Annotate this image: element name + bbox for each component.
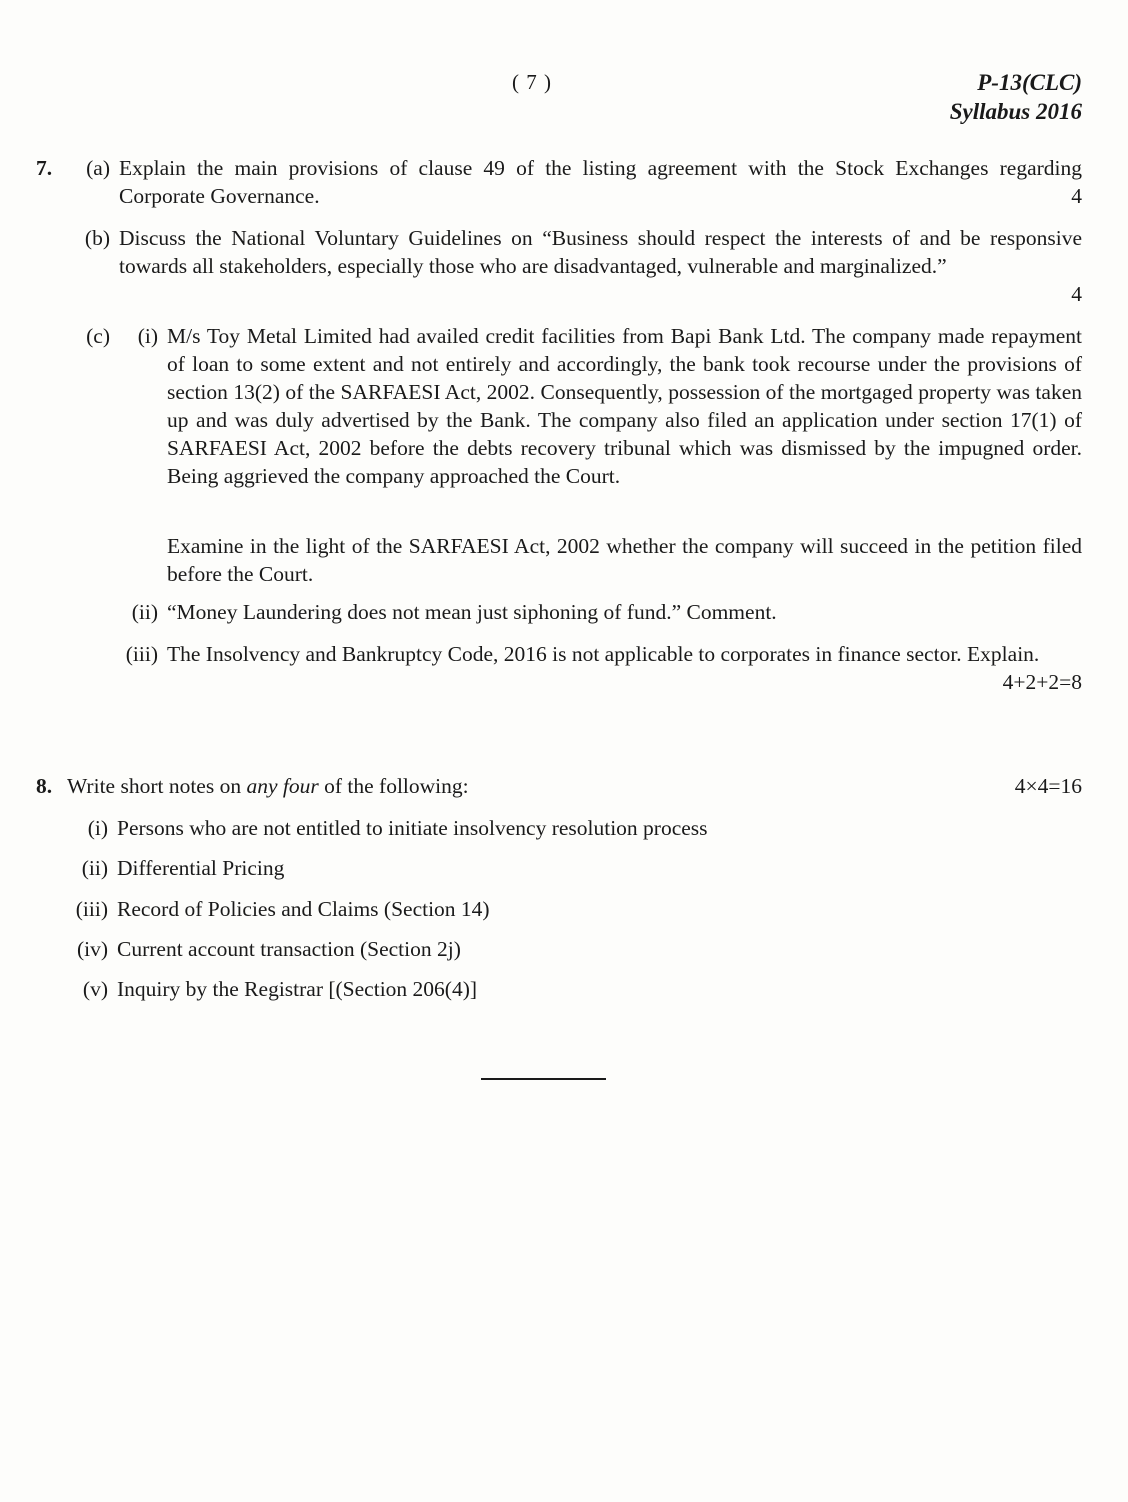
page-number: ( 7 ) [512,70,552,94]
marks: 4×4=16 [1014,774,1082,798]
marks: 4 [1071,184,1082,208]
sub-question-label: (b) [84,226,110,250]
sub-question-text: Discuss the National Voluntary Guidelines on “Business should respect the interests of and be responsive towards all stakeholders, especially those who are disadvantaged, vulnerable and marginalized.” [119,226,1082,278]
list-item: Record of Policies and Claims (Section 14) [117,897,490,921]
sub-question-label: (c) [86,324,110,348]
paper-code-block [950,68,1082,126]
list-item-label: (iv) [76,937,108,961]
question-number: 8. [36,774,53,798]
intro-emphasis: any four [246,774,319,798]
list-item: Current account transaction (Section 2j) [117,937,461,961]
list-item: Inquiry by the Registrar [(Section 206(4)] [117,977,478,1001]
syllabus-year: Syllabus 2016 [949,99,1082,124]
marks: 4+2+2=8 [1002,670,1082,694]
intro-text: of the following: [318,774,469,798]
end-rule [481,1078,606,1080]
question-intro [67,772,767,800]
list-item-label: (v) [82,977,108,1001]
question-number: 7. [36,156,53,180]
list-item-label: (ii) [81,856,108,880]
paper-code: P-13(CLC) [977,70,1082,95]
marks: 4 [1071,282,1082,306]
intro-text: Write short notes on [67,774,247,798]
part-text-continued: Examine in the light of the SARFAESI Act, 2002 whether the company will succeed in the petition filed before the Court. [167,534,1082,586]
part-text: “Money Laundering does not mean just siphoning of fund.” Comment. [167,600,777,624]
part-label: (i) [137,324,158,348]
sub-question-text: Explain the main provisions of clause 49 of the listing agreement with the Stock Exchanges regarding Corporate Governance. [119,156,1082,208]
list-item: Persons who are not entitled to initiate insolvency resolution process [117,816,708,840]
sub-question-label: (a) [86,156,110,180]
part-text: M/s Toy Metal Limited had availed credit facilities from Bapi Bank Ltd. The company made repayment of loan to some extent and not entirely and accordingly, the bank took recourse under the provisions of section 13(2) of the SARFAESI Act, 2002. Consequently, possession of the mortgaged property was taken up and was duly advertised by the Bank. The company also filed an application under section 17(1) of SARFAESI Act, 2002 before the debts recovery tribunal which was dismissed by the impugned order. Being aggrieved the company approached the Court. [167,324,1082,488]
list-item-label: (i) [87,816,108,840]
part-label: (iii) [125,642,158,666]
part-text: The Insolvency and Bankruptcy Code, 2016 is not applicable to corporates in finance sector. Explain. [167,642,1040,666]
list-item: Differential Pricing [117,856,285,880]
part-label: (ii) [131,600,158,624]
list-item-label: (iii) [75,897,108,921]
